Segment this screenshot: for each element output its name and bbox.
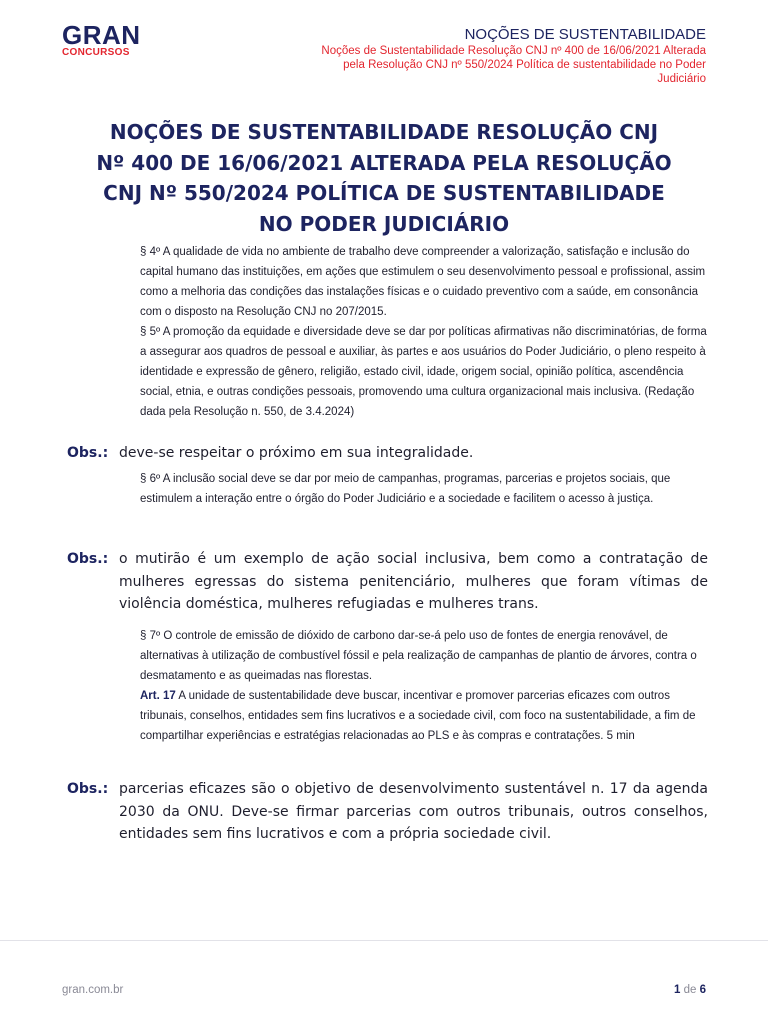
page-of: de xyxy=(683,984,697,996)
obs-text: o mutirão é um exemplo de ação social inclusiva, bem como a contratação de mulheres egressas do sistema penitenciário, mulheres que foram vítimas de violência doméstica, mulheres refugiadas e mulheres trans. xyxy=(119,551,708,612)
running-header xyxy=(236,27,706,86)
paragraph-5: § 5º A promoção da equidade e diversidade deve se dar por políticas afirmativas não discriminatórias, de forma a assegurar aos quadros de pessoal e auxiliar, às partes e aos usuários do Poder Judiciário, o pleno respeito à identidade e expressão de gênero, religião, estado civil, idade, origem social, opinião política, ascendência social, etnia, e outras condições pessoais, promovendo uma cultura organizacional mais inclusiva. (Redação dada pela Resolução n. 550, de 3.4.2024) xyxy=(140,326,707,418)
header-title: NOÇÕES DE SUSTENTABILIDADE xyxy=(464,26,706,43)
logo-subtitle: CONCURSOS xyxy=(62,47,130,58)
gran-logo xyxy=(62,22,141,58)
header-subtitle-line: Noções de Sustentabilidade Resolução CNJ nº 400 de 16/06/2021 Alterada xyxy=(321,45,706,57)
footer-divider xyxy=(0,940,768,941)
page-title xyxy=(60,117,708,239)
page-indicator xyxy=(674,984,706,996)
paragraph-7: § 7º O controle de emissão de dióxido de carbono dar-se-á pelo uso de fontes de energia renovável, de alternativas à utilização de combustível fóssil e pela realização de campanhas de plantio de árvores, contra o desmatamento e as queimadas nas florestas. xyxy=(140,630,697,682)
article-text: A unidade de sustentabilidade deve buscar, incentivar e promover parcerias eficazes com outros tribunais, conselhos, entidades sem fins lucrativos e a sociedade civil, com foco na sustentabilidade, a fim de compartilhar experiências e estratégias relacionadas ao PLS e às compras e contratações. 5 min xyxy=(140,690,696,742)
title-line: NOÇÕES DE SUSTENTABILIDADE RESOLUÇÃO CNJ xyxy=(109,120,659,144)
paragraph-6: § 6º A inclusão social deve se dar por meio de campanhas, programas, parcerias e projetos sociais, que estimulem a interação entre o órgão do Poder Judiciário e a sociedade e facilitem o acesso à justiça. xyxy=(140,473,671,505)
title-line: NO PODER JUDICIÁRIO xyxy=(258,211,510,236)
paragraph-4: § 4º A qualidade de vida no ambiente de trabalho deve compreender a valorização, satisfação e inclusão do capital humano das instituições, em ações que estimulem o seu desenvolvimento pessoal e profissional, assim como a melhoria das condições das instalações físicas e o cuidado preventivo com a saúde, em consonância com o disposto na Resolução CNJ no 207/2015. xyxy=(140,246,706,318)
observation-note xyxy=(67,548,708,616)
legal-text-block xyxy=(140,626,708,746)
header-subtitle-line: pela Resolução CNJ nº 550/2024 Política de sustentabilidade no Poder xyxy=(343,59,706,71)
obs-text: parcerias eficazes são o objetivo de desenvolvimento sustentável n. 17 da agenda 2030 da ONU. Deve-se firmar parcerias com outros tribunais, outros conselhos, entidades sem fins lucrativos e com a própria sociedade civil. xyxy=(119,781,708,842)
header-subtitle-line: Judiciário xyxy=(657,73,706,85)
total-pages: 6 xyxy=(699,984,706,996)
title-line: Nº 400 DE 16/06/2021 ALTERADA PELA RESOLUÇÃO xyxy=(96,150,672,175)
observation-note xyxy=(67,442,708,465)
obs-label: Obs.: xyxy=(67,445,109,461)
header-subtitle xyxy=(236,44,706,86)
article-17 xyxy=(140,686,708,746)
obs-text: deve-se respeitar o próximo em sua integralidade. xyxy=(119,445,474,461)
footer-site: gran.com.br xyxy=(62,984,124,996)
legal-text-block xyxy=(140,242,708,422)
observation-note xyxy=(67,778,708,846)
obs-label: Obs.: xyxy=(67,551,109,567)
legal-text-block xyxy=(140,469,708,509)
article-label: Art. 17 xyxy=(140,690,176,702)
obs-label: Obs.: xyxy=(67,781,109,797)
current-page: 1 xyxy=(673,984,681,996)
title-line: CNJ Nº 550/2024 POLÍTICA DE SUSTENTABILIDADE xyxy=(103,181,665,205)
logo-wordmark: GRAN xyxy=(62,20,141,50)
